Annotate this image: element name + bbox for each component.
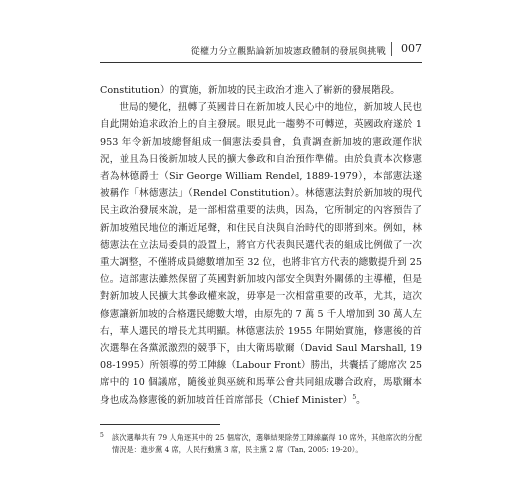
header-separator: [391, 42, 392, 56]
body-text: [100, 82, 422, 409]
page-number: 007: [401, 42, 422, 55]
paragraph-main: [100, 99, 422, 409]
paragraph-main-text: 世局的變化，扭轉了英國昔日在新加坡人民心中的地位，新加坡人民也自此開始追求政治上的自主發展。眼見此一趨勢不可轉逆，英國政府遂於 1953 年令新加坡總督組成一個憲法委員會，負責調查新加坡的憲政運作狀況，並且為日後新加坡人民的擴大參政和自治預作準備。由於負責本次修憲者為林德爵士（Sir George William Rendel, 1889-1979），本部憲法遂被稱作「林德憲法」（Rendel Constitution）。林德憲法對於新加坡的現代民主政治發展來說，是一部相當重要的法典，因為，它所制定的內容預告了新加坡殖民地位的漸近尾聲，和住民自決與自治時代的即將到來。例如，林德憲法在立法局委員的設置上，將官方代表與民選代表的組成比例做了一次重大調整，不僅將成員總數增加至 32 位，也將非官方代表的總數提升到 25 位。這部憲法雖然保留了英國對新加坡內部安全與對外關係的主導權，但是對新加坡人民擴大其參政權來說，毋寧是一次相當重要的改革，尤其，這次修憲讓新加坡的合格選民總數大增，由原先的 7 萬 5 千人增加到 30 萬人左右，華人選民的增長尤其明顯。林德憲法於 1955 年開始實施，修憲後的首次選舉在各黨派激烈的競爭下，由大衛馬歇爾（David Saul Marshall, 1908-1995）所領導的勞工陣線（Labour Front）勝出，共囊括了總席次 25 席中的 10 個議席，隨後並與巫統和馬華公會共同組成聯合政府，馬歇爾本身也成為修憲後的新加坡首任首席部長（Chief Minister）: [100, 102, 422, 406]
footnote-divider: [100, 424, 220, 425]
footnote-text: 該次選舉共有 79 人角逐其中的 25 個席次，選舉結果除勞工陣線贏得 10 席外，其他席次的分配情況是：進步黨 4 席，人民行動黨 3 席，民主黨 2 席（Tan, 2005: 19-20）。: [112, 433, 422, 454]
footnote: [100, 432, 422, 455]
running-header: [100, 40, 422, 63]
running-header-title: 從權力分立觀點論新加坡憲政體制的發展與挑戰: [190, 47, 386, 57]
paragraph-continuation: Constitution）的實施，新加坡的民主政治才進入了嶄新的發展階段。: [100, 85, 400, 96]
footnote-reference[interactable]: 5: [352, 393, 357, 401]
footnote-mark: 5: [100, 432, 104, 439]
paragraph-main-end: 。: [356, 394, 366, 406]
